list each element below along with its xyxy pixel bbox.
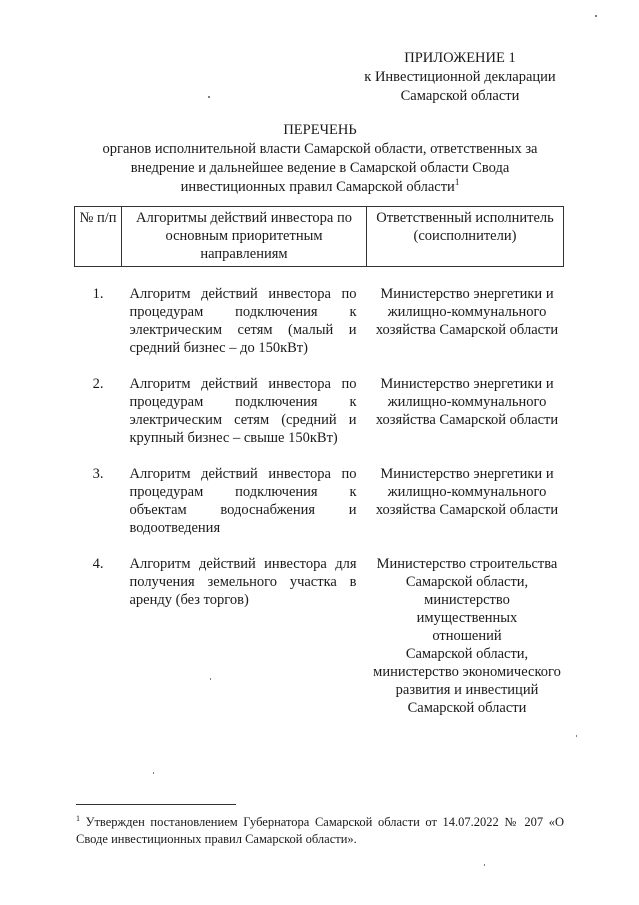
row-number: 3.: [92, 465, 104, 482]
responsibility-table: [74, 206, 564, 717]
footnote-ref[interactable]: 1: [454, 177, 460, 188]
row-responsible: Министерство энергетики и жилищно-коммунального хозяйства Самарской области: [375, 465, 559, 518]
responsible-line: министерство экономического: [373, 663, 561, 680]
header-algorithm: Алгоритмы действий инвестора по основным приоритетным направлениям: [122, 207, 367, 267]
row-number: 1.: [92, 285, 104, 302]
responsible-line: Самарской области,: [405, 573, 529, 590]
title-line-text: инвестиционных правил Самарской области: [180, 179, 455, 195]
responsible-line: отношений: [432, 627, 502, 644]
row-algorithm: Алгоритм действий инвестора по процедурам подключения к объектам водоснабжения и водоотведения: [129, 465, 357, 536]
title-line-last: [60, 178, 580, 197]
row-algorithm: Алгоритм действий инвестора по процедурам подключения к электрическим сетям (средний и крупный бизнес – свыше 150кВт): [129, 375, 357, 446]
row-responsible: Министерство энергетики и жилищно-коммунального хозяйства Самарской области: [375, 285, 559, 338]
table-row: [75, 285, 564, 357]
document-title: [60, 121, 580, 197]
footnote-mark: 1: [76, 814, 80, 823]
table-header-row: [75, 207, 564, 267]
scan-speck: [210, 678, 211, 680]
title-heading: ПЕРЕЧЕНЬ: [283, 122, 357, 138]
scan-speck: [208, 96, 210, 98]
row-responsible-multi: [367, 555, 564, 717]
scan-speck: [576, 735, 577, 737]
responsible-line: Самарской области,: [405, 645, 529, 662]
row-algorithm: Алгоритм действий инвестора для получения земельного участка в аренду (без торгов): [129, 555, 357, 608]
row-number: 2.: [92, 375, 104, 392]
row-algorithm: Алгоритм действий инвестора по процедурам подключения к электрическим сетям (малый и средний бизнес – до 150кВт): [129, 285, 357, 356]
appendix-subtitle: к Инвестиционной декларации: [364, 69, 556, 85]
header-responsible: Ответственный исполнитель (соисполнители): [367, 207, 564, 267]
responsible-line: Министерство строительства: [376, 555, 558, 572]
responsible-line: Самарской области: [407, 699, 527, 716]
scan-speck: [153, 772, 154, 774]
footnote-divider: [76, 804, 236, 805]
responsible-line: министерство имущественных: [416, 591, 518, 626]
footnote-text: Утвержден постановлением Губернатора Самарской области от 14.07.2022 № 207 «О Своде инвестиционных правил Самарской области».: [76, 815, 565, 847]
table-row: [75, 375, 564, 447]
title-line: органов исполнительной власти Самарской области, ответственных за: [102, 141, 538, 157]
table-row: [75, 555, 564, 717]
title-line: внедрение и дальнейшее ведение в Самарской области Свода: [130, 160, 510, 176]
header-number: № п/п: [75, 207, 122, 267]
scan-speck: [595, 15, 597, 17]
scan-speck: [484, 864, 485, 866]
row-responsible: Министерство энергетики и жилищно-коммунального хозяйства Самарской области: [375, 375, 559, 428]
row-number: 4.: [92, 555, 104, 572]
appendix-header: [340, 49, 580, 106]
responsible-line: развития и инвестиций: [395, 681, 539, 698]
appendix-title: ПРИЛОЖЕНИЕ 1: [404, 50, 516, 66]
footnote: [76, 810, 564, 848]
appendix-region: Самарской области: [400, 88, 520, 104]
table-row: [75, 465, 564, 537]
